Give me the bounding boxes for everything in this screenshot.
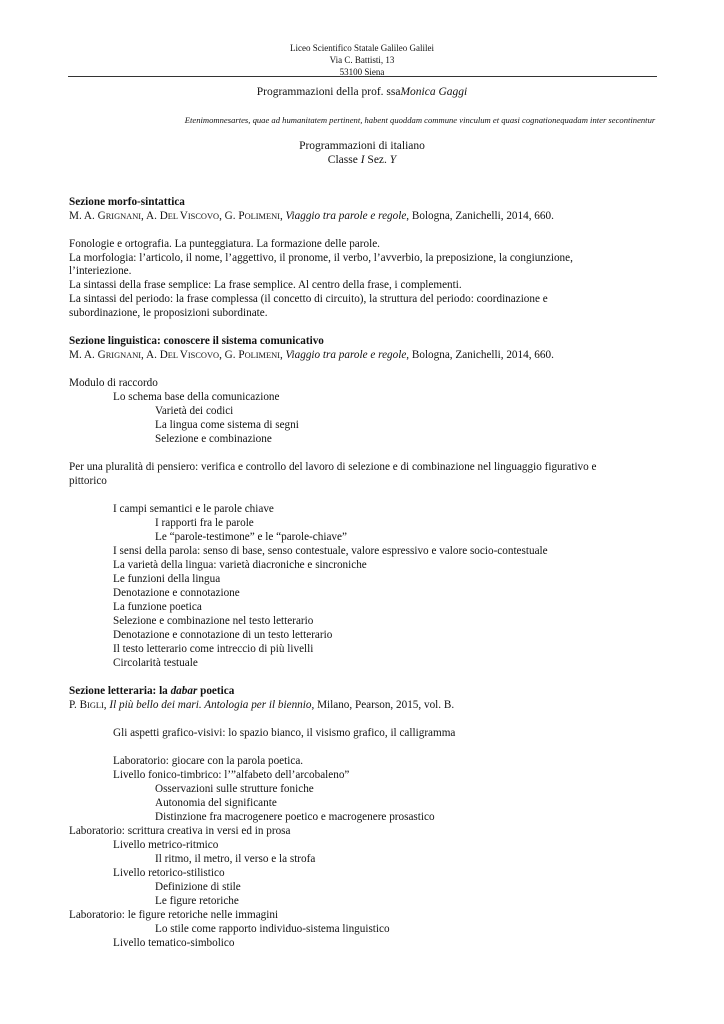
ref-part: , G. P [219, 349, 245, 361]
ref-part: P. B [69, 699, 88, 711]
ref-part: , [279, 210, 286, 222]
list-item: Livello retorico-stilistico [113, 867, 225, 879]
ref-part: OLIMENI [244, 212, 280, 221]
section-label: Sez. [364, 154, 390, 166]
text-line: pittorico [69, 475, 107, 487]
reference-linguistica [69, 349, 554, 362]
text-line: subordinazione, le proposizioni subordinate. [69, 307, 268, 319]
list-item: I rapporti fra le parole [155, 517, 254, 529]
reference-letteraria [69, 699, 454, 712]
page-title [0, 86, 724, 98]
text-line: La sintassi del periodo: la frase complessa (il concetto di circuito), la struttura del periodo: coordinazione e [69, 293, 548, 305]
list-item: Varietà dei codici [155, 405, 234, 417]
text-line: Fonologie e ortografia. La punteggiatura. La formazione delle parole. [69, 238, 380, 250]
school-street: Via C. Battisti, 13 [329, 55, 395, 65]
section-heading-morfo: Sezione morfo-sintattica [69, 196, 185, 208]
list-item: La varietà della lingua: varietà diacroniche e sincroniche [113, 559, 367, 571]
list-item: Il ritmo, il metro, il verso e la strofa [155, 853, 316, 865]
ref-part: , G. P [219, 210, 245, 222]
heading-part: poetica [197, 685, 235, 697]
list-item: Le “parole-testimone” e le “parole-chiave” [155, 531, 347, 543]
ref-part: , A. D [141, 210, 168, 222]
heading-part: dabar [170, 685, 198, 697]
book-title: Viaggio tra parole e regole [285, 210, 407, 222]
subject-title: Programmazioni di italiano [299, 140, 425, 152]
list-item: Livello metrico-ritmico [113, 839, 219, 851]
list-item: Lo stile come rapporto individuo-sistema linguistico [155, 923, 390, 935]
text-line: Gli aspetti grafico-visivi: lo spazio bianco, il visismo grafico, il calligramma [113, 727, 456, 739]
class-value: I [360, 154, 365, 166]
ref-part: EL [167, 212, 180, 221]
list-item: Selezione e combinazione nel testo letterario [113, 615, 314, 627]
list-item: Selezione e combinazione [155, 433, 272, 445]
section-heading-linguistica: Sezione linguistica: conoscere il sistema comunicativo [69, 335, 324, 347]
list-item: Laboratorio: scrittura creativa in versi ed in prosa [69, 825, 291, 837]
list-item: I campi semantici e le parole chiave [113, 503, 274, 515]
text-line: Per una pluralità di pensiero: verifica e controllo del lavoro di selezione e di combinazione nel linguaggio figurativo e [69, 461, 597, 473]
ref-part: , A. D [141, 349, 168, 361]
list-item: I sensi della parola: senso di base, senso contestuale, valore espressivo e valore socio-contestuale [113, 545, 548, 557]
ref-part: RIGNANI [105, 212, 142, 221]
list-item: Denotazione e connotazione di un testo letterario [113, 629, 333, 641]
teacher-name: Monica Gaggi [400, 86, 468, 98]
book-title: Il più bello dei mari. Antologia per il biennio [109, 699, 312, 711]
book-title: Viaggio tra parole e regole [285, 349, 407, 361]
list-item: Le funzioni della lingua [113, 573, 221, 585]
ref-part: ISCOVO [187, 212, 220, 221]
school-name: Liceo Scientifico Statale Galileo Galilei [290, 43, 434, 53]
section-value: Y [389, 154, 397, 166]
ref-part: , [103, 699, 110, 711]
list-item: Laboratorio: le figure retoriche nelle immagini [69, 909, 279, 921]
list-item: Laboratorio: giocare con la parola poetica. [113, 755, 304, 767]
list-item: Circolarità testuale [113, 657, 198, 669]
ref-part: V [179, 349, 188, 361]
list-item: Definizione di stile [155, 881, 241, 893]
section-heading-letteraria [69, 685, 234, 698]
class-label: Classe [327, 154, 361, 166]
ref-part: EL [167, 351, 180, 360]
list-item: Distinzione fra macrogenere poetico e macrogenere prosastico [155, 811, 435, 823]
ref-part: , [279, 349, 286, 361]
text-line: La morfologia: l’articolo, il nome, l’aggettivo, il pronome, il verbo, l’avverbio, la preposizione, la congiunzione, [69, 252, 573, 264]
list-item: La funzione poetica [113, 601, 202, 613]
motto: Etenimomnesartes, quae ad humanitatem pertinent, habent quoddam commune vinculum et quasi cognationequadam inter secontinentur [184, 115, 656, 125]
modulo-label: Modulo di raccordo [69, 377, 158, 389]
ref-part: IGLI [87, 701, 104, 710]
class-line [0, 154, 724, 166]
ref-part: , Milano, Pearson, 2015, vol. B. [311, 699, 455, 711]
ref-part: V [179, 210, 188, 222]
list-item: Livello fonico-timbrico: l’”alfabeto dell’arcobaleno” [113, 769, 350, 781]
heading-part: Sezione letteraria: la [69, 685, 171, 697]
ref-part: , Bologna, Zanichelli, 2014, 660. [406, 349, 554, 361]
list-item: Il testo letterario come intreccio di più livelli [113, 643, 314, 655]
text-line: l’interiezione. [69, 265, 132, 277]
list-item: Lo schema base della comunicazione [113, 391, 280, 403]
ref-part: RIGNANI [105, 351, 142, 360]
ref-part: OLIMENI [244, 351, 280, 360]
list-item: Le figure retoriche [155, 895, 239, 907]
school-city: 53100 Siena [339, 67, 385, 77]
list-item: Osservazioni sulle strutture foniche [155, 783, 314, 795]
list-item: Denotazione e connotazione [113, 587, 240, 599]
list-item: La lingua come sistema di segni [155, 419, 299, 431]
title-prefix: Programmazioni della prof. ssa [256, 86, 401, 98]
ref-part: , Bologna, Zanichelli, 2014, 660. [406, 210, 554, 222]
list-item: Livello tematico-simbolico [113, 937, 235, 949]
header-divider [68, 76, 657, 77]
text-line: La sintassi della frase semplice: La frase semplice. Al centro della frase, i complementi. [69, 279, 462, 291]
list-item: Autonomia del significante [155, 797, 277, 809]
ref-part: ISCOVO [187, 351, 220, 360]
reference-morfo [69, 210, 554, 223]
ref-part: M. A. G [69, 210, 106, 222]
ref-part: M. A. G [69, 349, 106, 361]
